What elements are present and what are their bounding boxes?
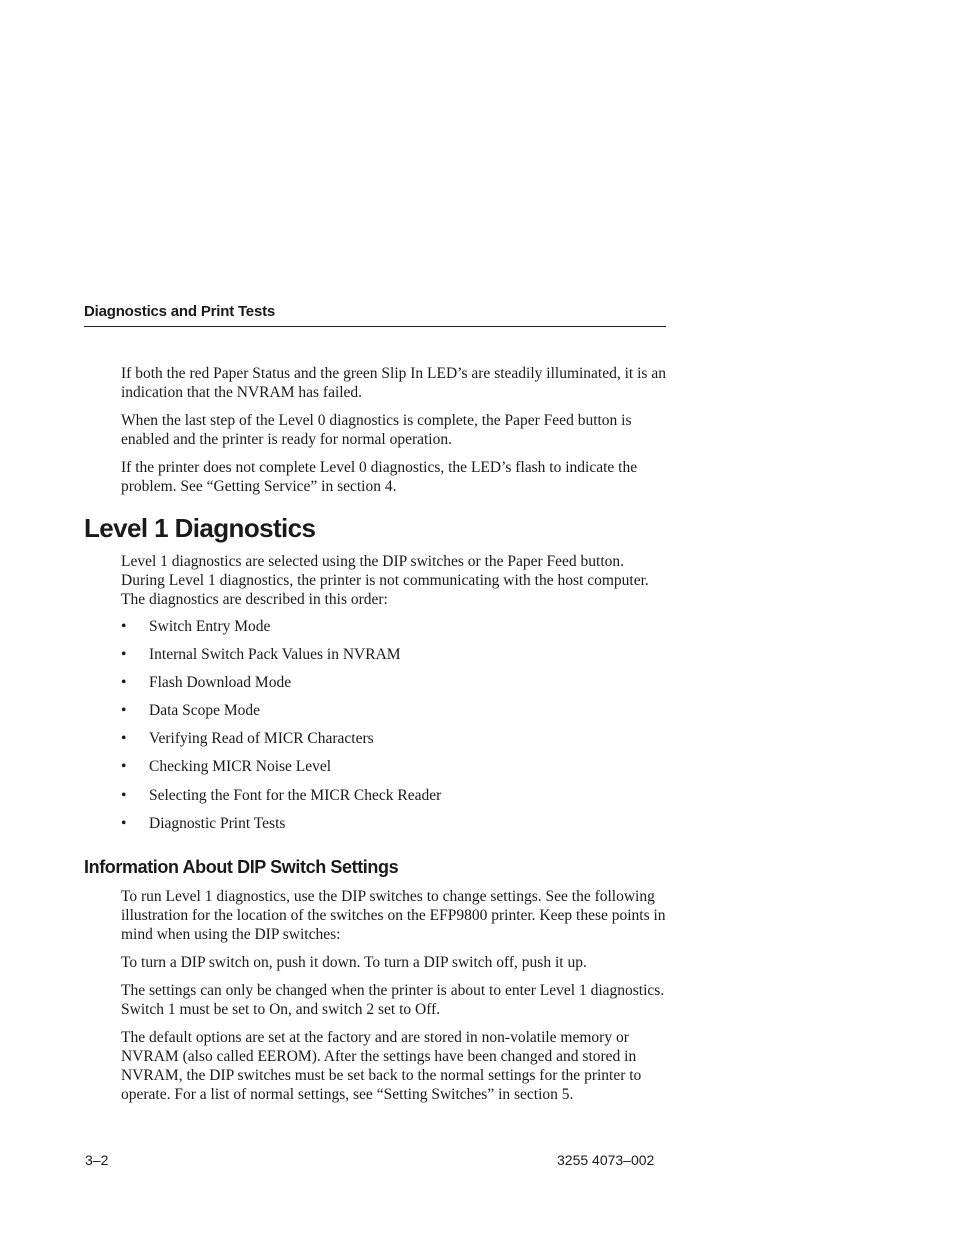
bullet-icon: • <box>121 674 127 692</box>
list-item-label: Verifying Read of MICR Characters <box>149 730 374 748</box>
bullet-icon: • <box>121 814 127 832</box>
list-item-label: Data Scope Mode <box>149 702 261 720</box>
list-item-label: Checking MICR Noise Level <box>149 758 332 776</box>
list-item <box>121 757 666 785</box>
bullet-icon: • <box>121 702 127 720</box>
document-number: 3255 4073–002 <box>557 1152 655 1168</box>
bullet-icon: • <box>121 646 127 664</box>
diagnostics-order-list <box>121 617 666 842</box>
running-header-title: Diagnostics and Print Tests <box>84 303 276 320</box>
list-item-label: Selecting the Font for the MICR Check Reader <box>149 786 442 804</box>
level1-intro-paragraph: Level 1 diagnostics are selected using the DIP switches or the Paper Feed button. During Level 1 diagnostics, the printer is not communicating with the host computer. The diagnostics are described in this order: <box>121 553 649 608</box>
list-item-label: Flash Download Mode <box>149 674 292 692</box>
subsection-heading-dip-switch: Information About DIP Switch Settings <box>84 857 399 877</box>
dip-paragraph-3: The settings can only be changed when the printer is about to enter Level 1 diagnostics. Switch 1 must be set to On, and switch 2 set to Off. <box>121 982 665 1018</box>
dip-paragraph-4: The default options are set at the factory and are stored in non-volatile memory or NVRAM (also called EEROM). After the settings have been changed and stored in NVRAM, the DIP switches must be set back to the normal settings for the printer to operate. For a list of normal settings, see “Setting Switches” in section 5. <box>121 1029 642 1103</box>
list-item-label: Internal Switch Pack Values in NVRAM <box>149 646 401 664</box>
bullet-icon: • <box>121 758 127 776</box>
list-item <box>121 617 666 645</box>
page-number: 3–2 <box>85 1152 109 1168</box>
bullet-icon: • <box>121 730 127 748</box>
list-item <box>121 814 666 842</box>
bullet-icon: • <box>121 618 127 635</box>
intro-paragraph-2: When the last step of the Level 0 diagnostics is complete, the Paper Feed button is enabled and the printer is ready for normal operation. <box>121 412 632 448</box>
dip-paragraph-1: To run Level 1 diagnostics, use the DIP switches to change settings. See the following illustration for the location of the switches on the EFP9800 printer. Keep these points in mind when using the DIP switches: <box>121 888 666 943</box>
list-item <box>121 729 666 757</box>
list-item <box>121 786 666 814</box>
bullet-icon: • <box>121 786 127 804</box>
list-item-label: Diagnostic Print Tests <box>149 814 286 832</box>
intro-paragraph-1: If both the red Paper Status and the green Slip In LED’s are steadily illuminated, it is an indication that the NVRAM has failed. <box>121 365 666 401</box>
list-item <box>121 645 666 673</box>
list-item-label: Switch Entry Mode <box>149 618 271 635</box>
list-item <box>121 673 666 701</box>
dip-paragraph-2: To turn a DIP switch on, push it down. To turn a DIP switch off, push it up. <box>121 954 587 971</box>
section-heading-level-1: Level 1 Diagnostics <box>84 513 316 543</box>
intro-paragraph-3: If the printer does not complete Level 0 diagnostics, the LED’s flash to indicate the problem. See “Getting Service” in section 4. <box>121 459 638 495</box>
list-item <box>121 701 666 729</box>
header-rule <box>84 326 666 327</box>
